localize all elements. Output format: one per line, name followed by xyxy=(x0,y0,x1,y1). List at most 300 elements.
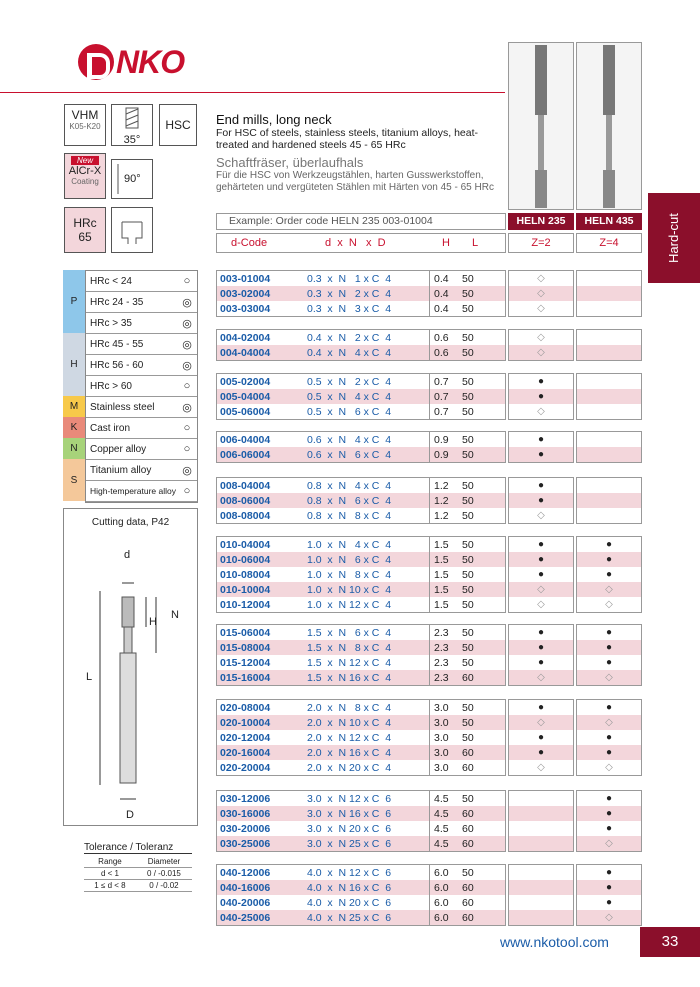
product-group xyxy=(216,373,506,420)
tol-value: 0 / -0.015 xyxy=(136,868,192,880)
label-d-small: d xyxy=(124,549,131,561)
vhm-box xyxy=(64,104,106,146)
table-row xyxy=(217,537,505,552)
order-code[interactable]: 030-25006 xyxy=(220,837,271,850)
group-s: S xyxy=(63,459,85,501)
order-code[interactable]: 015-16004 xyxy=(220,671,271,684)
heln235-column xyxy=(508,373,574,420)
availability-mark xyxy=(509,821,573,836)
material-row xyxy=(86,292,197,313)
l-value: 50 xyxy=(462,390,474,403)
availability-mark: ● xyxy=(537,539,545,550)
shank-icon xyxy=(112,208,152,252)
availability-mark: ● xyxy=(537,657,545,668)
suitability-icon: ◎ xyxy=(182,464,192,477)
dimension: 0.5 x N 2 x C 4 xyxy=(307,375,392,388)
availability-mark: ● xyxy=(577,880,641,895)
dimension: 1.5 x N 6 x C 4 xyxy=(307,626,392,639)
availability-mark: ● xyxy=(605,823,613,834)
order-code[interactable]: 030-16006 xyxy=(220,807,271,820)
availability-mark: ● xyxy=(577,640,641,655)
desc-de: Für die HSC von Werkzeugstählen, harten Gusswerkstoffen, gehärteten und vergüteten Stählen mit Härten von 45 - 65 HRc xyxy=(216,170,494,193)
availability-mark xyxy=(509,806,573,821)
table-row xyxy=(217,670,505,685)
availability-mark xyxy=(509,880,573,895)
h-l-cell xyxy=(429,478,499,493)
availability-mark: ● xyxy=(509,640,573,655)
tool-image-435 xyxy=(576,42,642,210)
h-value: 2.3 xyxy=(434,656,449,669)
table-row xyxy=(217,836,505,851)
h-value: 1.2 xyxy=(434,479,449,492)
availability-mark: ● xyxy=(605,732,613,743)
table-row xyxy=(217,389,505,404)
header-dim: d x N x D xyxy=(325,237,386,249)
availability-mark xyxy=(509,910,573,925)
table-row xyxy=(217,345,505,360)
l-value: 50 xyxy=(462,656,474,669)
availability-mark xyxy=(577,508,641,523)
product-group xyxy=(216,536,506,613)
order-code[interactable]: 010-08004 xyxy=(220,568,271,581)
dimension: 1.5 x N 12 x C 4 xyxy=(307,656,392,669)
table-row xyxy=(217,374,505,389)
l-value: 50 xyxy=(462,583,474,596)
availability-mark xyxy=(577,286,641,301)
h-value: 6.0 xyxy=(434,866,449,879)
material-label: HRc > 35 xyxy=(90,317,132,329)
material-row xyxy=(86,397,197,418)
h-value: 2.3 xyxy=(434,641,449,654)
h-l-cell xyxy=(429,655,499,670)
dimension: 0.5 x N 4 x C 4 xyxy=(307,390,392,403)
product-group xyxy=(216,624,506,686)
coating-box xyxy=(64,153,106,199)
availability-mark: ● xyxy=(509,389,573,404)
h-value: 4.5 xyxy=(434,822,449,835)
availability-mark: ● xyxy=(577,745,641,760)
h-l-cell xyxy=(429,745,499,760)
product-group xyxy=(216,431,506,463)
heln235-column xyxy=(508,790,574,852)
order-code[interactable]: 004-02004 xyxy=(220,331,271,344)
h-value: 4.5 xyxy=(434,807,449,820)
heln235-column xyxy=(508,536,574,613)
heln435-column xyxy=(576,536,642,613)
order-code[interactable]: 040-20006 xyxy=(220,896,271,909)
order-code[interactable]: 020-12004 xyxy=(220,731,271,744)
h-value: 0.6 xyxy=(434,331,449,344)
suitability-icon: ◎ xyxy=(182,359,192,372)
availability-mark: ● xyxy=(605,539,613,550)
dimension: 3.0 x N 20 x C 6 xyxy=(307,822,392,835)
heln235-column xyxy=(508,270,574,317)
dimension: 2.0 x N 16 x C 4 xyxy=(307,746,392,759)
table-row xyxy=(217,745,505,760)
table-row xyxy=(217,286,505,301)
flutes-435: Z=4 xyxy=(576,233,642,253)
h-l-cell xyxy=(429,330,499,345)
availability-mark: ◇ xyxy=(577,670,641,685)
l-value: 50 xyxy=(462,553,474,566)
order-code[interactable]: 020-20004 xyxy=(220,761,271,774)
availability-mark: ◇ xyxy=(577,582,641,597)
title-de: Schaftfräser, überlaufhals xyxy=(216,155,364,170)
order-code[interactable]: 008-06004 xyxy=(220,494,271,507)
l-value: 50 xyxy=(462,509,474,522)
tol-range: d < 1 xyxy=(84,868,136,880)
header-l: L xyxy=(472,237,479,249)
order-code[interactable]: 006-06004 xyxy=(220,448,271,461)
availability-mark: ● xyxy=(509,447,573,462)
l-value: 50 xyxy=(462,405,474,418)
availability-mark: ◇ xyxy=(537,273,545,284)
material-row xyxy=(86,313,197,334)
material-label: HRc 24 - 35 xyxy=(90,296,144,308)
table-row xyxy=(217,700,505,715)
table-row xyxy=(217,404,505,419)
tolerance-title: Tolerance / Toleranz xyxy=(84,842,192,854)
dimension: 1.0 x N 12 x C 4 xyxy=(307,598,392,611)
product-group xyxy=(216,329,506,361)
availability-mark: ◇ xyxy=(577,715,641,730)
h-l-cell xyxy=(429,730,499,745)
availability-mark: ● xyxy=(537,627,545,638)
availability-mark: ● xyxy=(605,867,613,878)
h-value: 3.0 xyxy=(434,731,449,744)
h-value: 0.7 xyxy=(434,390,449,403)
availability-mark: ◇ xyxy=(605,762,613,773)
heln235-column xyxy=(508,431,574,463)
order-code[interactable]: 010-10004 xyxy=(220,583,271,596)
material-label: Stainless steel xyxy=(90,401,155,413)
l-value: 60 xyxy=(462,881,474,894)
h-value: 6.0 xyxy=(434,911,449,924)
heln235-column xyxy=(508,329,574,361)
tol-header-diameter: Diameter xyxy=(136,856,192,868)
table-row xyxy=(217,640,505,655)
order-code[interactable]: 010-12004 xyxy=(220,598,271,611)
order-code[interactable]: 003-02004 xyxy=(220,287,271,300)
availability-mark: ● xyxy=(577,806,641,821)
h-value: 6.0 xyxy=(434,881,449,894)
h-value: 3.0 xyxy=(434,746,449,759)
order-code[interactable]: 003-03004 xyxy=(220,302,271,315)
dimension: 4.0 x N 20 x C 6 xyxy=(307,896,392,909)
availability-mark xyxy=(577,404,641,419)
h-value: 3.0 xyxy=(434,701,449,714)
table-row xyxy=(217,432,505,447)
tool-drawing xyxy=(63,508,198,826)
brand-name: NKO xyxy=(116,43,185,80)
table-row xyxy=(217,597,505,612)
brand-logo xyxy=(78,42,184,82)
h-l-cell xyxy=(429,432,499,447)
group-p: P xyxy=(63,270,85,333)
availability-mark: ◇ xyxy=(509,286,573,301)
flutes-235: Z=2 xyxy=(508,233,574,253)
dimension: 0.6 x N 6 x C 4 xyxy=(307,448,392,461)
h-value: 1.5 xyxy=(434,553,449,566)
l-value: 50 xyxy=(462,346,474,359)
availability-mark xyxy=(577,374,641,389)
order-code[interactable]: 010-06004 xyxy=(220,553,271,566)
availability-mark: ● xyxy=(537,434,545,445)
material-label: HRc < 24 xyxy=(90,275,132,287)
h-value: 2.3 xyxy=(434,671,449,684)
availability-mark xyxy=(577,330,641,345)
end-mill-icon xyxy=(577,43,641,209)
dimension: 1.0 x N 8 x C 4 xyxy=(307,568,392,581)
h-l-cell xyxy=(429,286,499,301)
availability-mark: ◇ xyxy=(509,582,573,597)
availability-mark xyxy=(577,271,641,286)
helix-icon xyxy=(112,105,152,131)
header-h: H xyxy=(442,237,450,249)
l-value: 60 xyxy=(462,822,474,835)
table-row xyxy=(217,478,505,493)
dimension: 1.0 x N 4 x C 4 xyxy=(307,538,392,551)
h-l-cell xyxy=(429,625,499,640)
availability-mark: ● xyxy=(537,569,545,580)
availability-mark: ◇ xyxy=(509,670,573,685)
availability-mark xyxy=(509,836,573,851)
material-row xyxy=(86,355,197,376)
hrc-value: 65 xyxy=(78,230,92,244)
order-code[interactable]: 020-08004 xyxy=(220,701,271,714)
heln435-column xyxy=(576,790,642,852)
order-code[interactable]: 005-02004 xyxy=(220,375,271,388)
availability-mark xyxy=(577,478,641,493)
material-label: HRc 45 - 55 xyxy=(90,338,144,350)
table-row xyxy=(217,301,505,316)
material-row xyxy=(86,334,197,355)
l-value: 50 xyxy=(462,641,474,654)
suitability-icon: ◎ xyxy=(182,401,192,414)
material-label: High-temperature alloy xyxy=(90,486,176,496)
order-code[interactable]: 030-12006 xyxy=(220,792,271,805)
order-code[interactable]: 004-04004 xyxy=(220,346,271,359)
dimension: 1.5 x N 16 x C 4 xyxy=(307,671,392,684)
order-code[interactable]: 040-25006 xyxy=(220,911,271,924)
availability-mark: ● xyxy=(509,745,573,760)
h-l-cell xyxy=(429,582,499,597)
h-l-cell xyxy=(429,389,499,404)
dimension: 1.0 x N 6 x C 4 xyxy=(307,553,392,566)
table-row xyxy=(217,508,505,523)
availability-mark: ● xyxy=(605,897,613,908)
header-divider xyxy=(0,92,505,93)
h-value: 1.5 xyxy=(434,583,449,596)
l-value: 50 xyxy=(462,598,474,611)
end-mill-icon xyxy=(509,43,573,209)
title-en: End mills, long neck xyxy=(216,112,332,127)
h-l-cell xyxy=(429,910,499,925)
table-row xyxy=(217,447,505,462)
h-l-cell xyxy=(429,404,499,419)
material-row xyxy=(86,439,197,460)
cutting-data-caption: Cutting data, P42 xyxy=(91,517,170,528)
l-value: 60 xyxy=(462,837,474,850)
dimension: 0.8 x N 6 x C 4 xyxy=(307,494,392,507)
table-row xyxy=(217,493,505,508)
availability-mark: ◇ xyxy=(537,510,545,521)
order-code[interactable]: 015-12004 xyxy=(220,656,271,669)
material-row xyxy=(86,271,197,292)
h-l-cell xyxy=(429,345,499,360)
availability-mark: ● xyxy=(537,376,545,387)
dimension: 3.0 x N 25 x C 6 xyxy=(307,837,392,850)
product-group xyxy=(216,699,506,776)
order-code[interactable]: 005-04004 xyxy=(220,390,271,403)
h-l-cell xyxy=(429,597,499,612)
hrc-label: HRc xyxy=(73,216,97,230)
table-row xyxy=(217,730,505,745)
tol-header-range: Range xyxy=(84,856,136,868)
h-l-cell xyxy=(429,880,499,895)
product-group xyxy=(216,864,506,926)
h-l-cell xyxy=(429,447,499,462)
l-value: 50 xyxy=(462,538,474,551)
corner-angle: 90° xyxy=(124,173,141,185)
suitability-icon: ○ xyxy=(183,485,191,497)
hrc-box xyxy=(64,207,106,253)
l-value: 50 xyxy=(462,302,474,315)
header-code: d-Code xyxy=(231,237,268,249)
group-n: N xyxy=(63,438,85,459)
order-code[interactable]: 006-04004 xyxy=(220,433,271,446)
order-code[interactable]: 005-06004 xyxy=(220,405,271,418)
order-code[interactable]: 015-08004 xyxy=(220,641,271,654)
dimension: 2.0 x N 8 x C 4 xyxy=(307,701,392,714)
table-row xyxy=(217,821,505,836)
l-value: 50 xyxy=(462,494,474,507)
dimension: 3.0 x N 16 x C 6 xyxy=(307,807,392,820)
availability-mark: ● xyxy=(605,627,613,638)
order-code[interactable]: 020-10004 xyxy=(220,716,271,729)
category-tab: Hard-cut xyxy=(648,193,700,283)
h-value: 0.7 xyxy=(434,405,449,418)
h-l-cell xyxy=(429,715,499,730)
suitability-icon: ○ xyxy=(183,422,191,434)
material-label: Copper alloy xyxy=(90,443,147,455)
coating-label: AlCr-X xyxy=(68,165,102,177)
table-row xyxy=(217,715,505,730)
desc-en: For HSC of steels, stainless steels, titanium alloys, heat-treated and hardened steels 45 - 65 HRc xyxy=(216,127,479,151)
table-row xyxy=(217,271,505,286)
h-l-cell xyxy=(429,821,499,836)
material-label: HRc 56 - 60 xyxy=(90,359,144,371)
dimension: 4.0 x N 16 x C 6 xyxy=(307,881,392,894)
availability-mark xyxy=(577,301,641,316)
dimension: 0.3 x N 2 x C 4 xyxy=(307,287,392,300)
l-value: 50 xyxy=(462,375,474,388)
dimension: 0.8 x N 8 x C 4 xyxy=(307,509,392,522)
h-l-cell xyxy=(429,271,499,286)
suitability-icon: ◎ xyxy=(182,317,192,330)
h-value: 0.4 xyxy=(434,287,449,300)
order-code[interactable]: 040-16006 xyxy=(220,881,271,894)
order-code[interactable]: 010-04004 xyxy=(220,538,271,551)
heln235-column xyxy=(508,864,574,926)
h-l-cell xyxy=(429,552,499,567)
order-code[interactable]: 030-20006 xyxy=(220,822,271,835)
l-value: 50 xyxy=(462,866,474,879)
order-code[interactable]: 015-06004 xyxy=(220,626,271,639)
availability-mark: ◇ xyxy=(537,406,545,417)
h-l-cell xyxy=(429,508,499,523)
order-code[interactable]: 040-12006 xyxy=(220,866,271,879)
material-label: Cast iron xyxy=(90,422,131,434)
dimension: 3.0 x N 12 x C 6 xyxy=(307,792,392,805)
suitability-icon: ○ xyxy=(183,443,191,455)
new-badge: New xyxy=(71,156,99,165)
product-group xyxy=(216,270,506,317)
h-value: 0.9 xyxy=(434,433,449,446)
order-code[interactable]: 008-04004 xyxy=(220,479,271,492)
label-l: L xyxy=(86,671,93,683)
l-value: 50 xyxy=(462,731,474,744)
material-row xyxy=(86,460,197,481)
label-D: D xyxy=(126,809,134,821)
table-row xyxy=(217,865,505,880)
table-row xyxy=(217,567,505,582)
dimension: 0.3 x N 1 x C 4 xyxy=(307,272,392,285)
tool-image-235 xyxy=(508,42,574,210)
heln435-column xyxy=(576,329,642,361)
table-row xyxy=(217,655,505,670)
product-group xyxy=(216,790,506,852)
l-value: 50 xyxy=(462,448,474,461)
suitability-icon: ◎ xyxy=(182,338,192,351)
l-value: 50 xyxy=(462,716,474,729)
tolerance-table xyxy=(84,842,192,892)
website-link[interactable]: www.nkotool.com xyxy=(500,934,609,950)
heln435-column xyxy=(576,373,642,420)
availability-mark xyxy=(577,389,641,404)
dimension: 2.0 x N 10 x C 4 xyxy=(307,716,392,729)
label-h: H xyxy=(149,616,157,628)
tol-value: 0 / -0.02 xyxy=(136,880,192,892)
group-h: H xyxy=(63,333,85,396)
h-l-cell xyxy=(429,493,499,508)
heln235-column xyxy=(508,624,574,686)
table-row xyxy=(217,760,505,775)
h-l-cell xyxy=(429,301,499,316)
group-m: M xyxy=(63,396,85,417)
helix-angle: 35° xyxy=(123,134,141,146)
l-value: 60 xyxy=(462,746,474,759)
h-l-cell xyxy=(429,670,499,685)
order-code[interactable]: 020-16004 xyxy=(220,746,271,759)
l-value: 50 xyxy=(462,331,474,344)
dimension: 0.8 x N 4 x C 4 xyxy=(307,479,392,492)
h-l-cell xyxy=(429,640,499,655)
availability-mark: ● xyxy=(577,552,641,567)
h-l-cell xyxy=(429,537,499,552)
l-value: 50 xyxy=(462,287,474,300)
order-code[interactable]: 003-01004 xyxy=(220,272,271,285)
vhm-sub: K05-K20 xyxy=(69,122,101,131)
dimension: 2.0 x N 20 x C 4 xyxy=(307,761,392,774)
order-code[interactable]: 008-08004 xyxy=(220,509,271,522)
availability-mark: ◇ xyxy=(537,332,545,343)
heln435-column xyxy=(576,624,642,686)
h-l-cell xyxy=(429,836,499,851)
availability-mark: ● xyxy=(605,569,613,580)
h-l-cell xyxy=(429,700,499,715)
material-label: HRc > 60 xyxy=(90,380,132,392)
